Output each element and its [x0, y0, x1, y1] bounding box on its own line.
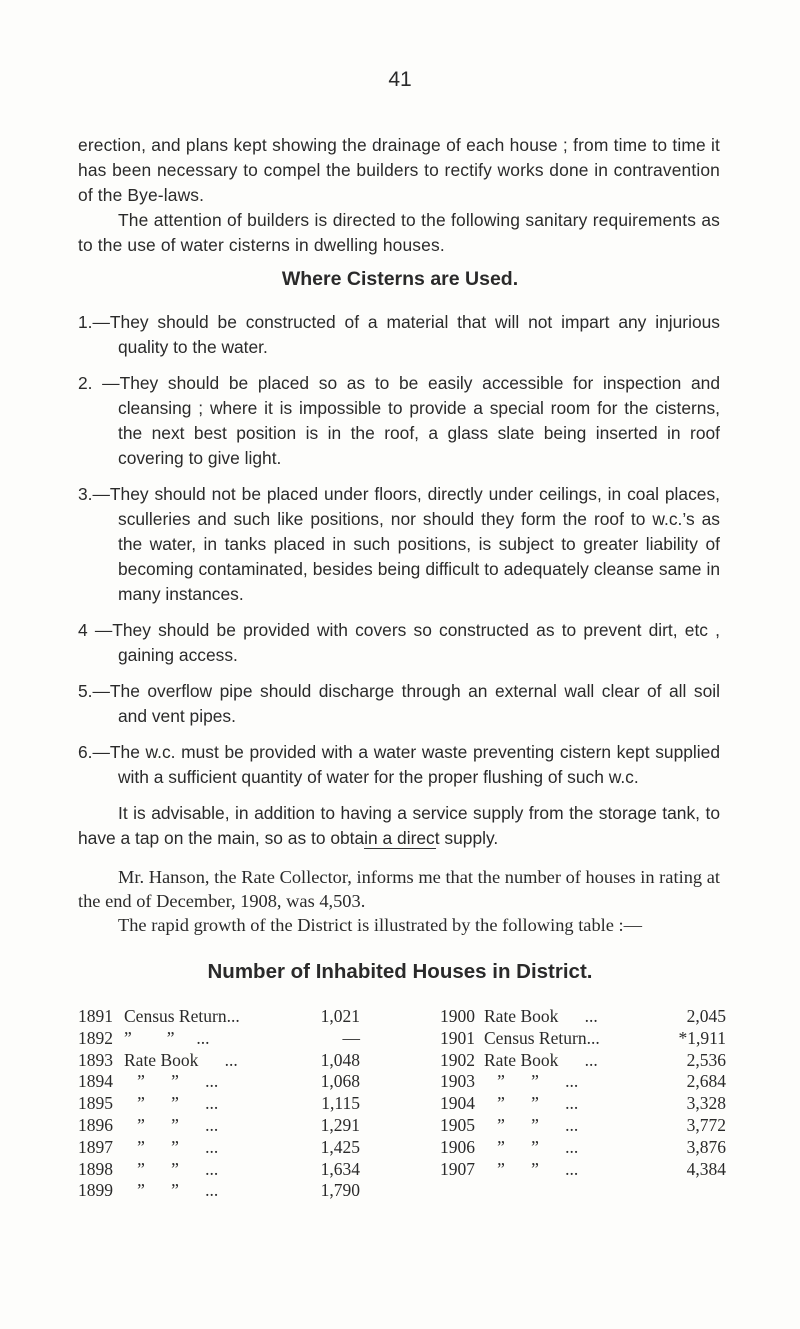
row-year: 1897 [78, 1136, 113, 1157]
list-item: 5.—The overflow pipe should discharge through an external wall clear of all soil and vent pipes. [78, 681, 720, 726]
divider [364, 848, 436, 849]
table-row [440, 1050, 726, 1072]
hanson-paragraph: The rapid growth of the District is illustrated by the following table :— [118, 915, 643, 935]
row-source: ” ” ... [124, 1027, 210, 1048]
table-row [78, 1159, 360, 1181]
row-year: 1895 [78, 1093, 113, 1114]
requirements-list [78, 310, 720, 851]
row-source: ” ” ... [484, 1136, 579, 1157]
row-value: 1,115 [321, 1093, 360, 1114]
table-row [78, 1028, 360, 1050]
row-value: 4,384 [686, 1158, 726, 1179]
advisable-paragraph: It is advisable, in addition to having a service supply from the storage tank, to have a tap on the main, so as to obtain a direct supply. [78, 803, 720, 848]
table-row [440, 1071, 726, 1093]
row-year: 1902 [440, 1049, 475, 1070]
row-source: Census Return... [124, 1006, 240, 1026]
table-row [440, 1115, 726, 1137]
row-value: 1,425 [320, 1136, 360, 1157]
table-heading: Number of Inhabited Houses in District. [207, 960, 593, 983]
row-year: 1905 [440, 1114, 475, 1135]
list-item: 3.—They should not be placed under floors, directly under ceilings, in coal places, sculleries and such like positions, nor should they form the roof to w.c.’s as the water, in tanks placed in such positions, is subject to greater liability of becoming contaminated, besides being difficult to adequately cleanse same in many instances. [78, 484, 720, 604]
row-year: 1903 [440, 1071, 475, 1092]
row-year: 1891 [78, 1006, 113, 1026]
table-row [440, 1159, 726, 1181]
page-number: 41 [388, 68, 412, 91]
row-value: 1,790 [320, 1180, 360, 1201]
row-source: ” ” ... [484, 1158, 579, 1179]
hanson-section [78, 865, 720, 937]
table-row [440, 1137, 726, 1159]
table-row [78, 1137, 360, 1159]
row-source: ” ” ... [124, 1114, 219, 1135]
row-value: 1,048 [320, 1049, 360, 1070]
table-row [78, 1180, 360, 1202]
row-value: — [342, 1027, 360, 1048]
table-row [440, 1006, 726, 1028]
row-value: 1,021 [320, 1006, 360, 1026]
table-row [78, 1006, 360, 1028]
row-source: Census Return... [484, 1027, 600, 1048]
row-year: 1893 [78, 1049, 113, 1070]
row-source: ” ” ... [484, 1093, 579, 1114]
intro-paragraph: erection, and plans kept showing the drainage of each house ; from time to time it has been necessary to compel the builders to rectify works done in contravention of the Bye-laws. [78, 135, 720, 205]
row-value: 3,876 [686, 1136, 726, 1157]
intro-section [78, 133, 720, 258]
row-source: ” ” ... [124, 1136, 219, 1157]
row-value: 1,634 [320, 1158, 360, 1179]
row-value: 1,291 [320, 1114, 360, 1135]
row-source: Rate Book ... [124, 1049, 238, 1070]
list-item: 4 —They should be provided with covers so constructed as to prevent dirt, etc , gaining access. [78, 620, 720, 665]
row-value: *1,911 [678, 1027, 726, 1048]
row-value: 2,045 [686, 1006, 726, 1026]
table-row [78, 1050, 360, 1072]
row-source: Rate Book ... [484, 1049, 598, 1070]
list-item: 2. —They should be placed so as to be easily accessible for inspection and cleansing ; where it is impossible to provide a special room for the cisterns, the next best position is in the roof, a glass slate being inserted in roof covering to give light. [78, 373, 720, 468]
row-year: 1896 [78, 1114, 113, 1135]
section-heading: Where Cisterns are Used. [281, 268, 519, 290]
list-item: 1.—They should be constructed of a material that will not impart any injurious quality to the water. [78, 312, 720, 357]
table-row [440, 1028, 726, 1050]
row-source: ” ” ... [484, 1071, 579, 1092]
row-year: 1898 [78, 1158, 113, 1179]
row-source: ” ” ... [124, 1158, 219, 1179]
table-row [440, 1093, 726, 1115]
row-value: 2,536 [686, 1049, 726, 1070]
row-source: Rate Book ... [484, 1006, 598, 1026]
row-source: ” ” ... [484, 1114, 579, 1135]
row-year: 1904 [440, 1093, 475, 1114]
houses-table-left [78, 1006, 360, 1202]
row-source: ” ” ... [124, 1180, 219, 1201]
row-year: 1907 [440, 1158, 475, 1179]
list-item: 6.—The w.c. must be provided with a water waste preventing cistern kept supplied with a sufficient quantity of water for the proper flushing of such w.c. [78, 742, 720, 787]
row-year: 1906 [440, 1136, 475, 1157]
hanson-paragraph: Mr. Hanson, the Rate Collector, informs me that the number of houses in rating at the end of December, 1908, was 4,503. [78, 867, 720, 911]
table-row [78, 1093, 360, 1115]
row-value: 3,328 [686, 1093, 726, 1114]
row-source: ” ” ... [124, 1093, 219, 1114]
row-value: 2,684 [686, 1071, 726, 1092]
row-value: 1,068 [320, 1071, 360, 1092]
row-year: 1901 [440, 1027, 475, 1048]
table-row [78, 1071, 360, 1093]
row-year: 1900 [440, 1006, 475, 1026]
row-value: 3,772 [686, 1114, 726, 1135]
intro-paragraph: The attention of builders is directed to the following sanitary requirements as to the use of water cisterns in dwelling houses. [78, 210, 720, 255]
row-source: ” ” ... [124, 1071, 219, 1092]
row-year: 1892 [78, 1027, 113, 1048]
table-row [78, 1115, 360, 1137]
houses-table-right [440, 1006, 726, 1180]
row-year: 1894 [78, 1071, 113, 1092]
row-year: 1899 [78, 1180, 113, 1201]
